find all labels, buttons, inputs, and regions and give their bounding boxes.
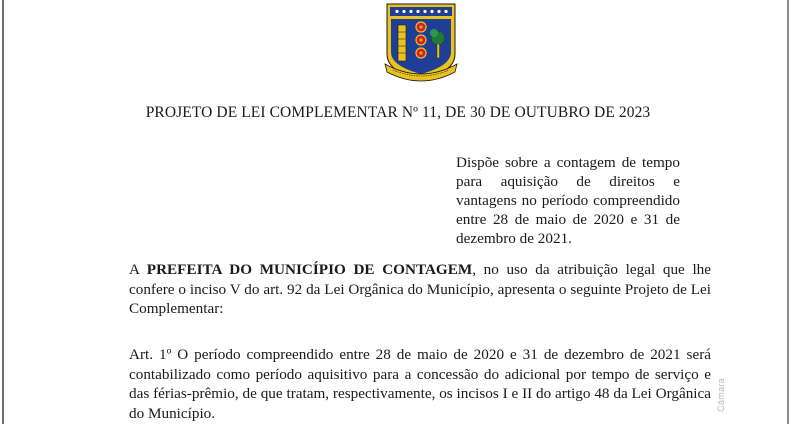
scan-border-left (2, 0, 4, 424)
preamble-paragraph (129, 260, 711, 319)
preamble-authority: PREFEITA DO MUNICÍPIO DE CONTAGEM (146, 261, 473, 278)
scan-border-right (787, 0, 789, 424)
side-stamp: Câmara (716, 378, 726, 412)
document-title: PROJETO DE LEI COMPLEMENTAR Nº 11, DE 30 DE OUTUBRO DE 2023 (145, 104, 651, 121)
article-1: Art. 1º O período compreendido entre 28 de maio de 2020 e 31 de dezembro de 2021 será contabilizado como período aquisitivo para a concessão do adicional por tempo de serviço e das férias-prêmio, de que tratam, respectivamente, os incisos I e II do artigo 48 da Lei Orgânica do Município. (129, 346, 711, 422)
preamble-text: , no uso da atribuição legal que lhe confere o inciso V do art. 92 da Lei Orgânica do Município, apresenta o seguinte Projeto de Lei Complementar: (129, 261, 711, 317)
municipal-coat-of-arms-icon (383, 2, 459, 82)
ementa-summary: Dispõe sobre a contagem de tempo para aquisição de direitos e vantagens no período compreendido entre 28 de maio de 2020 e 31 de dezembro de 2021. (456, 154, 680, 247)
preamble-prefix: A (129, 261, 147, 278)
